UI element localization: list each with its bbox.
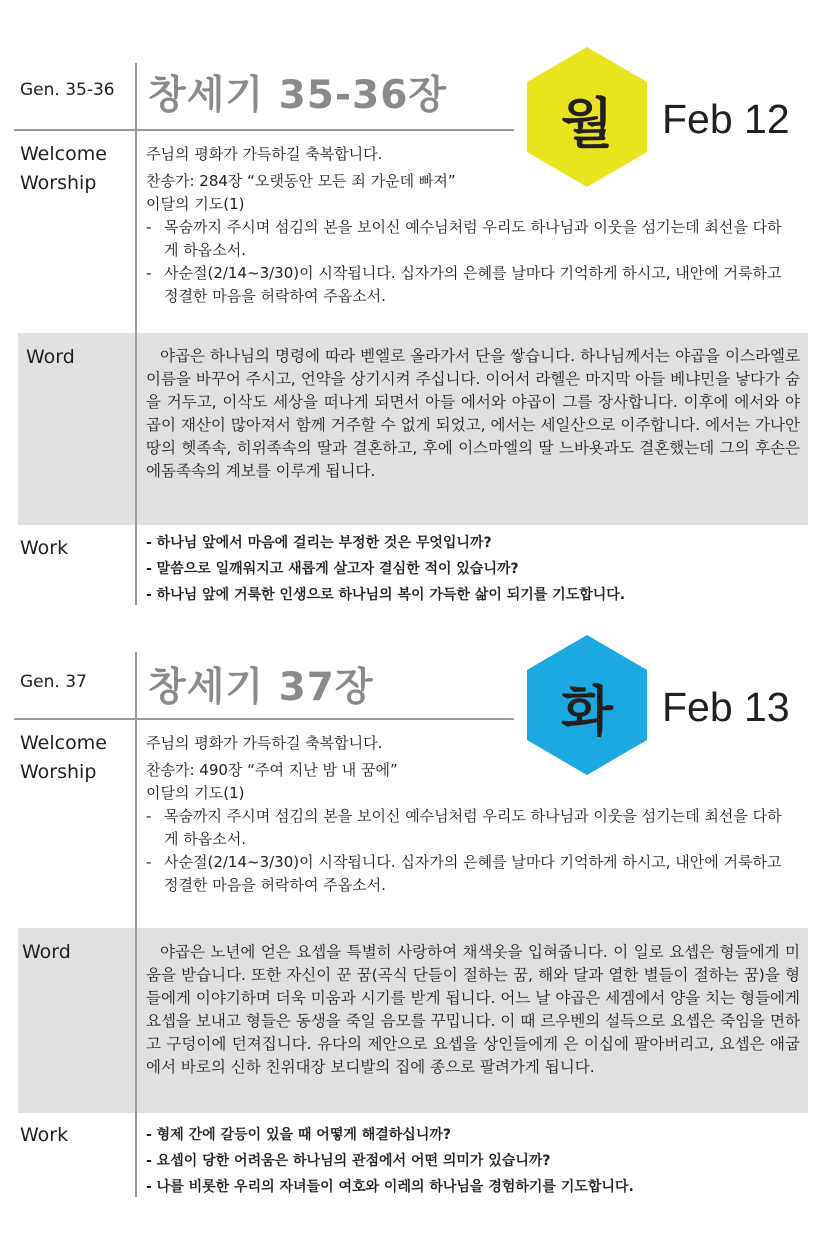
vertical-divider xyxy=(135,928,137,1113)
welcome-worship-block xyxy=(146,732,796,897)
label-line: Welcome xyxy=(20,143,107,165)
word-label: Word xyxy=(26,346,75,368)
work-list xyxy=(146,1122,806,1200)
label-line: Worship xyxy=(20,761,97,783)
label-line: Welcome xyxy=(20,732,107,754)
work-item: - 말씀으로 일깨워지고 새롭게 살고자 결심한 적이 있습니까? xyxy=(146,561,519,577)
hymn-text: 찬송가: 284장 “오랫동안 모든 죄 가운데 빠져” xyxy=(146,172,456,190)
blessing-text: 주님의 평화가 가득하길 축복합니다. xyxy=(146,145,383,163)
scripture-reference: Gen. 37 xyxy=(20,672,87,692)
work-item: - 하나님 앞에서 마음에 걸리는 부정한 것은 무엇입니까? xyxy=(146,535,492,551)
work-item: - 나를 비롯한 우리의 자녀들이 여호와 이레의 하나님을 경험하기를 기도합니다. xyxy=(146,1179,634,1195)
bullet-dash: - xyxy=(146,218,152,236)
date-label: Feb 13 xyxy=(662,684,790,730)
bullet-dash: - xyxy=(146,853,152,871)
weekday-character: 월 xyxy=(560,92,614,155)
work-item: - 하나님 앞에 거룩한 인생으로 하나님의 복이 가득한 삶이 되기를 기도합니다. xyxy=(146,587,626,603)
header-divider xyxy=(14,718,514,720)
date-label: Feb 12 xyxy=(662,96,790,142)
prayer-text: 목숨까지 주시며 섬김의 본을 보이신 예수님처럼 우리도 하나님과 이웃을 섬기는데 최선을 다하게 하옵소서. xyxy=(164,218,782,259)
chapter-title: 창세기 35-36장 xyxy=(148,73,448,118)
bullet-dash: - xyxy=(146,264,152,282)
label-line: Worship xyxy=(20,172,97,194)
chapter-title: 창세기 37장 xyxy=(148,665,374,710)
blessing-text: 주님의 평화가 가득하길 축복합니다. xyxy=(146,734,383,752)
work-label: Work xyxy=(20,1124,69,1146)
vertical-divider xyxy=(135,652,137,1197)
prayer-text: 목숨까지 주시며 섬김의 본을 보이신 예수님처럼 우리도 하나님과 이웃을 섬기는데 최선을 다하게 하옵소서. xyxy=(164,807,782,848)
weekday-character: 화 xyxy=(560,680,614,743)
prayer-title: 이달의 기도(1) xyxy=(146,784,245,802)
work-label: Work xyxy=(20,537,69,559)
prayer-item xyxy=(146,805,796,851)
prayer-text: 사순절(2/14~3/30)이 시작됩니다. 십자가의 은혜를 날마다 기억하게 하시고, 내안에 거룩하고 정결한 마음을 허락하여 주옵소서. xyxy=(164,264,782,305)
prayer-item xyxy=(146,851,796,897)
welcome-worship-label xyxy=(20,729,107,787)
word-passage: 야곱은 노년에 얻은 요셉을 특별히 사랑하여 채색옷을 입혀줍니다. 이 일로 요셉은 형들에게 미움을 받습니다. 또한 자신이 꾼 꿈(곡식 단들이 절하는 꿈, 해와 달과 열한 별들이 절하는 꿈)을 형들에게 이야기하며 더욱 미움과 시기를 받게 됩니다. 어느 날 야곱은 세겜에서 양을 치는 형들에게 요셉을 보내고 형들은 동생을 죽일 음모를 꾸밉니다. 이 때 르우벤의 설득으로 요셉은 죽임을 면하고 구덩이에 던져집니다. 유다의 제안으로 요셉을 상인들에게 은 이십에 팔아버리고, 요셉은 애굽에서 바로의 신하 친위대장 보디발의 집에 종으로 팔려가게 됩니다. xyxy=(146,943,800,1076)
word-label: Word xyxy=(22,941,71,963)
bullet-dash: - xyxy=(146,807,152,825)
work-item: - 형제 간에 갈등이 있을 때 어떻게 해결하십니까? xyxy=(146,1127,452,1143)
word-passage: 야곱은 하나님의 명령에 따라 벧엘로 올라가서 단을 쌓습니다. 하나님께서는 야곱을 이스라엘로 이름을 바꾸어 주시고, 언약을 상기시켜 주십니다. 이어서 라헬은 마지막 아들 베냐민을 낳다가 숨을 거두고, 이삭도 세상을 떠나게 되면서 아들 에서와 야곱이 그를 장사합니다. 이후에 에서와 야곱이 재산이 많아져서 함께 거주할 수 없게 되었고, 에서는 세일산으로 이주합니다. 에서는 가나안 땅의 헷족속, 히위족속의 딸과 결혼하고, 후에 이스마엘의 딸 느바욧과도 결혼했는데 그의 후손은 에돔족속의 계보를 이루게 됩니다. xyxy=(146,347,800,480)
hymn-text: 찬송가: 490장 “주여 지난 밤 내 꿈에” xyxy=(146,761,398,779)
prayer-text: 사순절(2/14~3/30)이 시작됩니다. 십자가의 은혜를 날마다 기억하게 하시고, 내안에 거룩하고 정결한 마음을 허락하여 주옵소서. xyxy=(164,853,782,894)
scripture-reference: Gen. 35-36 xyxy=(20,80,115,100)
prayer-title: 이달의 기도(1) xyxy=(146,195,245,213)
work-item: - 요셉이 당한 어려움은 하나님의 관점에서 어떤 의미가 있습니까? xyxy=(146,1153,551,1169)
